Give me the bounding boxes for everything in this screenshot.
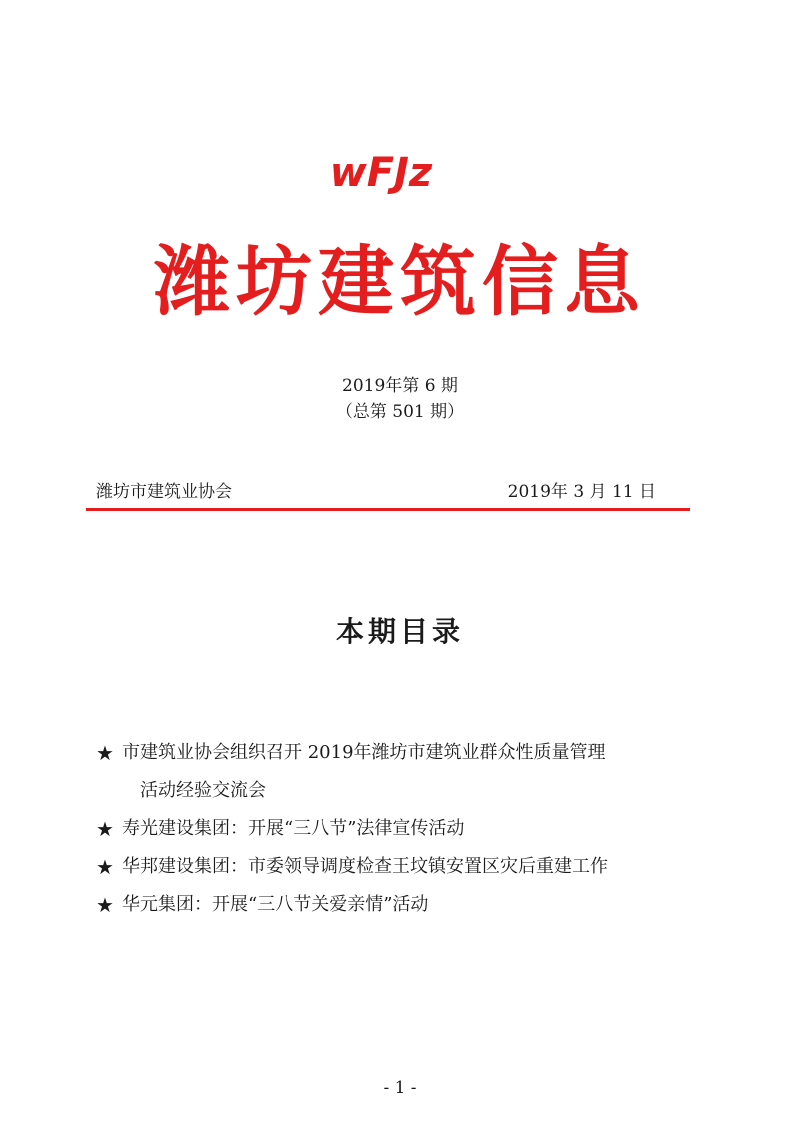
toc-item[interactable] bbox=[96, 734, 716, 810]
logo-text: wFJz bbox=[329, 150, 433, 196]
toc-item-text: 市建筑业协会组织召开 2019年潍坊市建筑业群众性质量管理 bbox=[122, 742, 606, 763]
toc-item[interactable] bbox=[96, 810, 716, 848]
toc-item-text: 华邦建设集团：市委领导调度检查王坟镇安置区灾后重建工作 bbox=[122, 856, 608, 877]
issue-total: （总第 501 期） bbox=[335, 402, 465, 422]
toc-item-text: 华元集团：开展“三八节关爱亲情”活动 bbox=[122, 894, 429, 915]
header-divider bbox=[86, 508, 690, 511]
issue-number: 2019年第 6 期 bbox=[342, 376, 458, 396]
page-number: - 1 - bbox=[383, 1078, 417, 1098]
star-icon: ★ bbox=[96, 855, 114, 879]
star-icon: ★ bbox=[96, 741, 114, 765]
star-icon: ★ bbox=[96, 893, 114, 917]
star-icon: ★ bbox=[96, 817, 114, 841]
masthead-title: 潍坊建筑信息 bbox=[154, 237, 646, 326]
toc-item[interactable] bbox=[96, 886, 716, 924]
wfjz-logo bbox=[326, 146, 436, 196]
toc-item[interactable] bbox=[96, 848, 716, 886]
publish-date: 2019年 3 月 11 日 bbox=[507, 482, 656, 502]
toc-title: 本期目录 bbox=[335, 615, 464, 648]
toc-item-text: 寿光建设集团：开展“三八节”法律宣传活动 bbox=[122, 818, 465, 839]
toc-item-text-continued: 活动经验交流会 bbox=[140, 780, 266, 801]
organization: 潍坊市建筑业协会 bbox=[96, 482, 232, 502]
toc-list bbox=[96, 734, 716, 924]
